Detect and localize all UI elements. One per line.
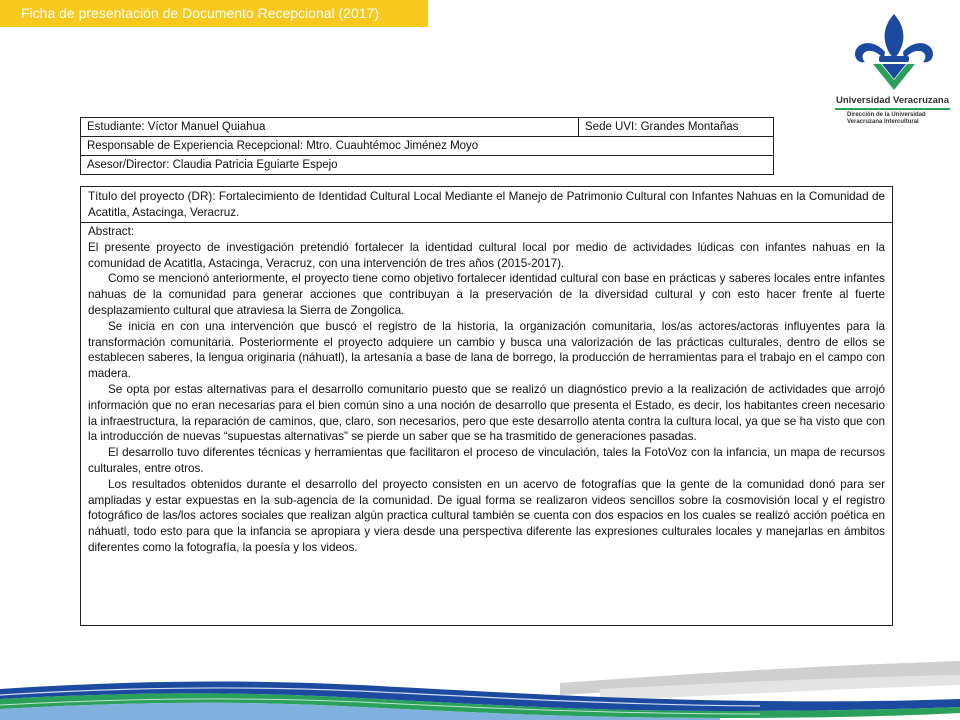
logo-subtitle-line1: Dirección de la Universidad xyxy=(847,112,926,118)
university-logo xyxy=(835,12,953,126)
banner-title: Ficha de presentación de Documento Recepcional (2017) xyxy=(21,5,379,21)
project-title: Título del proyecto (DR): Fortalecimiento de Identidad Cultural Local Mediante el Manejo de Patrimonio Cultural con Infantes Nahuas en la Comunidad de Acatitla, Astacinga, Veracruz. xyxy=(81,187,892,223)
abstract-section xyxy=(81,223,892,557)
logo-subtitle-line2: Veracruzana Intercultural xyxy=(847,119,919,125)
responsable-cell: Responsable de Experiencia Recepcional: Mtro. Cuauhtémoc Jiménez Moyo xyxy=(81,137,774,156)
fleur-de-lis-icon xyxy=(849,12,939,92)
abstract-paragraph: El desarrollo tuvo diferentes técnicas y herramientas que facilitaron el proceso de vinculación, tales la FotoVoz con la infancia, un mapa de recursos culturales, entre otros. xyxy=(88,446,885,475)
abstract-paragraph: Se opta por estas alternativas para el desarrollo comunitario puesto que se realizó un diagnóstico previo a la realización de actividades que arrojó información que no eran necesarias para el bien común sino a una noción de desarrollo que presenta el Estado, es decir, los habitantes creen necesario la infraestructura, la reparación de caminos, que, claro, son necesarios, pero que este desarrollo atenta contra la cultura local, ya que se ha visto que con la introducción de nuevas “supuestas alternativas” se pierde un saber que se ha trasmitido de generaciones pasadas. xyxy=(88,382,885,444)
logo-subtitle xyxy=(847,112,953,126)
sede-cell: Sede UVI: Grandes Montañas xyxy=(579,118,774,137)
project-box xyxy=(80,186,893,626)
asesor-cell: Asesor/Director: Claudia Patricia Eguiarte Espejo xyxy=(81,156,774,175)
header-banner xyxy=(0,0,428,27)
abstract-heading: Abstract: xyxy=(88,225,135,238)
abstract-paragraph: Se inicia en con una intervención que buscó el registro de la historia, la organización comunitaria, los/as actores/actoras influyentes para la transformación comunitaria. Posteriormente el proyecto adquiere un cambio y busca una valorización de las prácticas culturales, dentro de ellos se establecen saberes, la lengua originaria (náhuatl), la artesanía a base de lana de borrego, la producción de herramientas para el trabajo en el campo con madera. xyxy=(88,319,885,381)
logo-name: Universidad Veracruzana xyxy=(835,95,950,110)
student-cell: Estudiante: Víctor Manuel Quiahua xyxy=(81,118,579,137)
info-table xyxy=(80,117,774,175)
footer-decoration xyxy=(0,655,960,720)
abstract-paragraph: Los resultados obtenidos durante el desarrollo del proyecto consisten en un acervo de fotografías que la gente de la comunidad donó para ser ampliadas y estar expuestas en la sub-agencia de la comunidad. De igual forma se realizaron videos sencillos sobre la cosmovisión local y el registro fotográfico de las/los actores sociales que realizan algún practica cultural también se cuenta con dos espacios en los cuales se realizó acción poética en náhuatl, todo esto para que la infancia se apropiara y viera desde una perspectiva diferente las expresiones culturales locales y manejarlas en ámbitos diferentes como la fotografía, la poesía y los videos. xyxy=(88,477,885,554)
abstract-paragraph: El presente proyecto de investigación pretendió fortalecer la identidad cultural local por medio de actividades lúdicas con infantes nahuas en la comunidad de Acatitla, Astacinga, Veracruz, con una intervención de tres años (2015-2017). xyxy=(88,240,885,270)
abstract-paragraph: Como se mencionó anteriormente, el proyecto tiene como objetivo fortalecer identidad cultural con base en prácticas y saberes locales entre infantes nahuas de la comunidad para generar acciones que contribuyan a la preservación de la diversidad cultural y con esto hacer frente al fuerte desplazamiento cultural que atraviesa la Sierra de Zongolica. xyxy=(88,272,885,317)
